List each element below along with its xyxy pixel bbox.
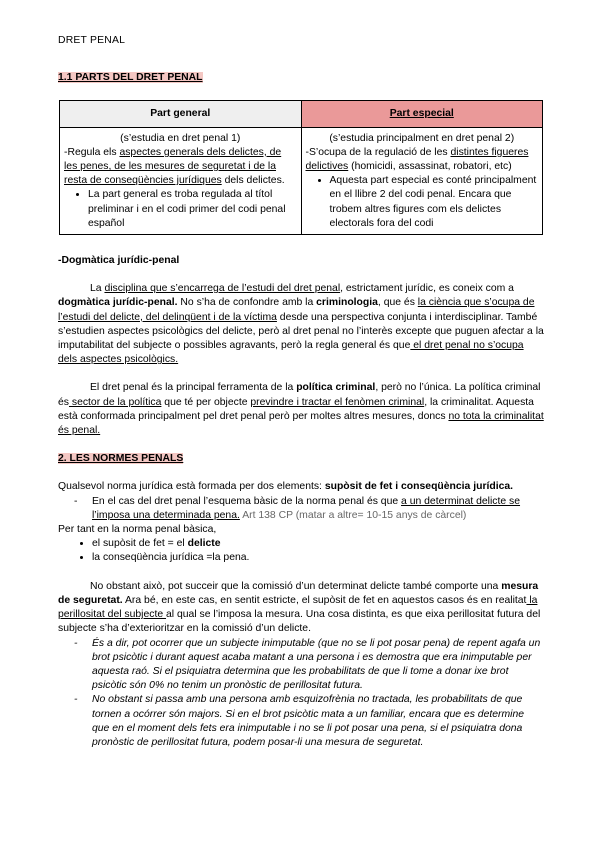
normes-example-2: - No obstant si passa amb una persona amb esquizofrènia no tractada, les probabilitats de que tornen a ocórrer són majors. Si en el brot psicòtic mata a un familiar, encara que es determine que en el moment dels fets era inimputable i no se li pot posar una pena, si el psiquiatra dona pronòstic de perillositat futura, podem posar-li una mesura de seguretat. xyxy=(92,693,544,750)
normes-dot-item-2: • la conseqüència jurídica =la pena. xyxy=(92,551,544,565)
document-title: DRET PENAL xyxy=(58,35,126,46)
normes-dot-list xyxy=(58,537,544,565)
normes-dash-list xyxy=(58,495,544,523)
parts-table xyxy=(59,100,543,235)
normes-example-1: - És a dir, pot ocorrer que un subjecte inimputable (que no se li pot posar pena) de repent agafa un brot psicòtic i durant aquest acaba matant a una persona i es demostra que era inimputable per aquesta raó. Si el psiquiatra determina que les probabilitats de que li tome a donar ixe brot psicòtic són 0% no tenim un pronòstic de perillositat futura. xyxy=(92,637,544,694)
header-part-general: Part general xyxy=(60,101,302,127)
general-bullets xyxy=(64,188,297,231)
especial-subtitle: (s’estudia principalment en dret penal 2) xyxy=(329,132,515,144)
general-subtitle: (s’estudia en dret penal 1) xyxy=(120,132,241,144)
especial-bullets xyxy=(306,174,539,231)
header-part-especial: Part especial xyxy=(301,101,543,127)
section-title-normes-text: 2. LES NORMES PENALS xyxy=(58,453,184,465)
normes-dot-item-1: • el supòsit de fet = el delicte xyxy=(92,537,544,551)
general-description: -Regula els aspectes generals dels delictes, de les penes, de les mesures de seguretat i de la resta de conseqüències jurídiques dels delictes. xyxy=(64,146,285,187)
section-title-normes xyxy=(58,452,544,466)
especial-highlight: distintes figueres delictives xyxy=(305,146,529,173)
dogmatica-title: -Dogmàtica jurídic-penal xyxy=(58,255,180,267)
normes-per-tant: Per tant en la norma penal bàsica, xyxy=(58,524,217,536)
normes-dash-item: - En el cas del dret penal l’esquema bàsic de la norma penal és que a un determinat delicte se l’imposa una determinada pena. Art 138 CP (matar a altre= 10-15 anys de càrcel) xyxy=(92,495,544,523)
especial-description: -S’ocupa de la regulació de les distintes figueres delictives (homicidi, assassinat, robatori, etc) xyxy=(305,146,529,173)
document-page xyxy=(58,34,544,750)
general-highlight: aspectes generals dels delictes, de les penes, de les mesures de seguretat i de la resta de conseqüències jurídiques xyxy=(64,146,282,187)
cell-part-especial xyxy=(301,127,543,234)
section-title-parts-text: 1.1 PARTS DEL DRET PENAL xyxy=(58,72,203,84)
especial-bullet: • Aquesta part especial es conté principalment en el llibre 2 del codi penal. Encara que trobem altres figures com els delictes electorals fora del codi xyxy=(330,174,539,231)
section-title-parts xyxy=(58,71,544,85)
normes-paragraph-3: No obstant això, pot succeir que la comissió d’un determinat delicte també comporte una mesura de seguretat. Ara bé, en este cas, en sentit estricte, el supòsit de fet en aquestos casos és en realitat la perillositat del subjecte al qual se l’imposa la mesura. Una cosa distinta, es que eixa perillositat futura del subjecte s’ha d’exterioritzar en la comissió d’un delicte. xyxy=(58,580,541,635)
dogmatica-paragraph-2: El dret penal és la principal ferramenta de la política criminal, però no l’única. La política criminal és sector de la política que té per objecte previndre i tractar el fenòmen criminal, la criminalitat. Aquesta està conformada principalment pel dret penal però per moltes altres mesures, doncs no tota la criminalitat és penal. xyxy=(58,382,544,437)
dogmatica-paragraph-1: La disciplina que s’encarrega de l’estudi del dret penal, estrictament jurídic, es coneix com a dogmàtica jurídic-penal. No s’ha de confondre amb la criminologia, que és la ciència que s’ocupa de l’estudi del delicte, del delinqüent i de la víctima desde una perspectiva conjunta i interdisciplinar. També s’estudien aspectes psicològics del delicte, però al dret penal no l’interès excepte que puguen afectar a la imputabilitat del subjecte o possibles agravants, però la regla general és que el dret penal no s’ocupa dels aspectes psicològics. xyxy=(58,283,544,366)
normes-intro: Qualsevol norma jurídica està formada per dos elements: supòsit de fet i conseqüència jurídica. xyxy=(58,481,514,493)
general-bullet: • La part general es troba regulada al títol preliminar i en el codi primer del codi penal español xyxy=(88,188,297,231)
cell-part-general xyxy=(60,127,302,234)
normes-examples-list xyxy=(58,637,544,751)
